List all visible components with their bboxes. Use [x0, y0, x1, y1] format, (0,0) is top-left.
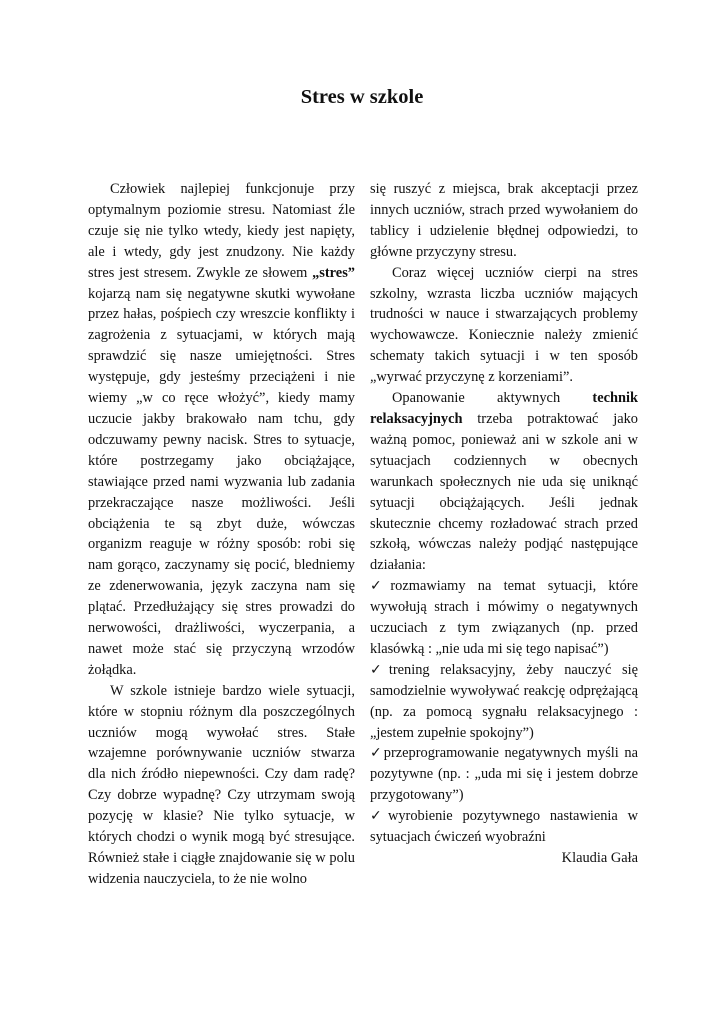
paragraph-1-text-b: kojarzą nam się negatywne skutki wywołane przez hałas, pośpiech czy wreszcie konflikty i zagrożenia z sytuacjami, w których mają sprawdzić się nasze umiejętności. Stres występuje, gdy jesteśmy przeciążeni i nie wiemy „w co ręce włożyć”, kiedy mamy uczucie jakby brakowało nam tchu, gdy odczuwamy pewny nacisk. Stres to sytuacje, które postrzegamy jako obciążające, stawiające przed nami wyzwania lub zadania przekraczające nasze możliwości. Jeśli obciążenia te są zbyt duże, wówczas organizm reaguje w różny sposób: robi się nam gorąco, zaczynamy się pocić, bledniemy ze zdenerwowania, język zaczyna nam się plątać. Przedłużający się stres prowadzi do nerwowości, drażliwości, wyczerpania, a nawet może stać się przyczyną wrzodów żołądka.	[88, 285, 355, 678]
checkmark-icon: ✓	[370, 808, 388, 825]
right-column	[370, 179, 638, 869]
document-title: Stres w szkole	[300, 86, 424, 108]
paragraph-4	[370, 388, 638, 576]
list-item-text: wyrobienie pozytywnego nastawienia w sytuacjach ćwiczeń wyobraźni	[370, 808, 638, 846]
checkmark-icon: ✓	[370, 578, 391, 595]
list-item	[370, 806, 638, 848]
list-item	[370, 660, 638, 744]
list-item-text: przeprogramowanie negatywnych myśli na pozytywne (np. : „uda mi się i jestem dobrze przygotowany”)	[370, 745, 639, 804]
paragraph-3: Coraz więcej uczniów cierpi na stres szkolny, wzrasta liczba uczniów mających trudności w nauce i stwarzających problemy wychowawcze. Koniecznie należy zmienić schematy takich sytuacji i w ten sposób „wyrwać przyczynę z korzeniami”.	[370, 264, 638, 386]
list-item	[370, 743, 638, 806]
paragraph-4-text-b: trzeba potraktować jako ważną pomoc, ponieważ ani w szkole ani w sytuacjach codziennych w obecnych warunkach społecznych nie uda się uniknąć sytuacji obciążających. Jeśli jednak skutecznie chcemy rozładować strach przed szkołą, wówczas należy podjąć następujące działania:	[370, 410, 638, 574]
author-signature: Klaudia Gała	[561, 850, 638, 866]
checkmark-icon: ✓	[370, 661, 389, 678]
list-item	[370, 576, 638, 660]
list-item-text: trening relaksacyjny, żeby nauczyć się samodzielnie wywoływać reakcję odprężającą (np. za pomocą sygnału relaksacyjnego : „jestem zupełnie spokojny”)	[370, 661, 638, 741]
checkmark-icon: ✓	[370, 745, 384, 762]
paragraph-1	[88, 179, 355, 681]
technik-keyword: technik relaksacyjnych	[370, 390, 638, 427]
list-item-text: rozmawiamy na temat sytuacji, które wywołują strach i mówimy o negatywnych uczuciach z tym związanych (np. przed klasówką : „nie uda mi się tego napisać”)	[370, 578, 638, 657]
paragraph-2: W szkole istnieje bardzo wiele sytuacji, które w stopniu różnym dla poszczególnych uczniów mogą wywołać stres. Stałe wzajemne porównywanie uczniów stwarza dla nich źródło niepewności. Czy dam radę? Czy dobrze wypadnę? Czy utrzymam swoją pozycję w klasie? Nie tylko sytuacje, w których chodzi o wynik mogą być stresujące. Również stałe i ciągłe znajdowanie się w polu widzenia nauczyciela, to że nie wolno	[88, 682, 355, 887]
stres-keyword: „stres”	[312, 264, 355, 281]
paragraph-1-text-a: Człowiek najlepiej funkcjonuje przy optymalnym poziomie stresu. Natomiast źle czuje się nie tylko wtedy, kiedy jest napięty, ale i wtedy, gdy jest znudzony. Nie każdy stres jest stresem. Zwykle ze słowem	[88, 181, 355, 281]
paragraph-2-continued: się ruszyć z miejsca, brak akceptacji przez innych uczniów, strach przed wywołaniem do tablicy i udzielenie błędnej odpowiedzi, to główne przyczyny stresu.	[370, 181, 638, 260]
left-column	[88, 179, 355, 890]
paragraph-4-text-a: Opanowanie aktywnych	[392, 390, 593, 407]
